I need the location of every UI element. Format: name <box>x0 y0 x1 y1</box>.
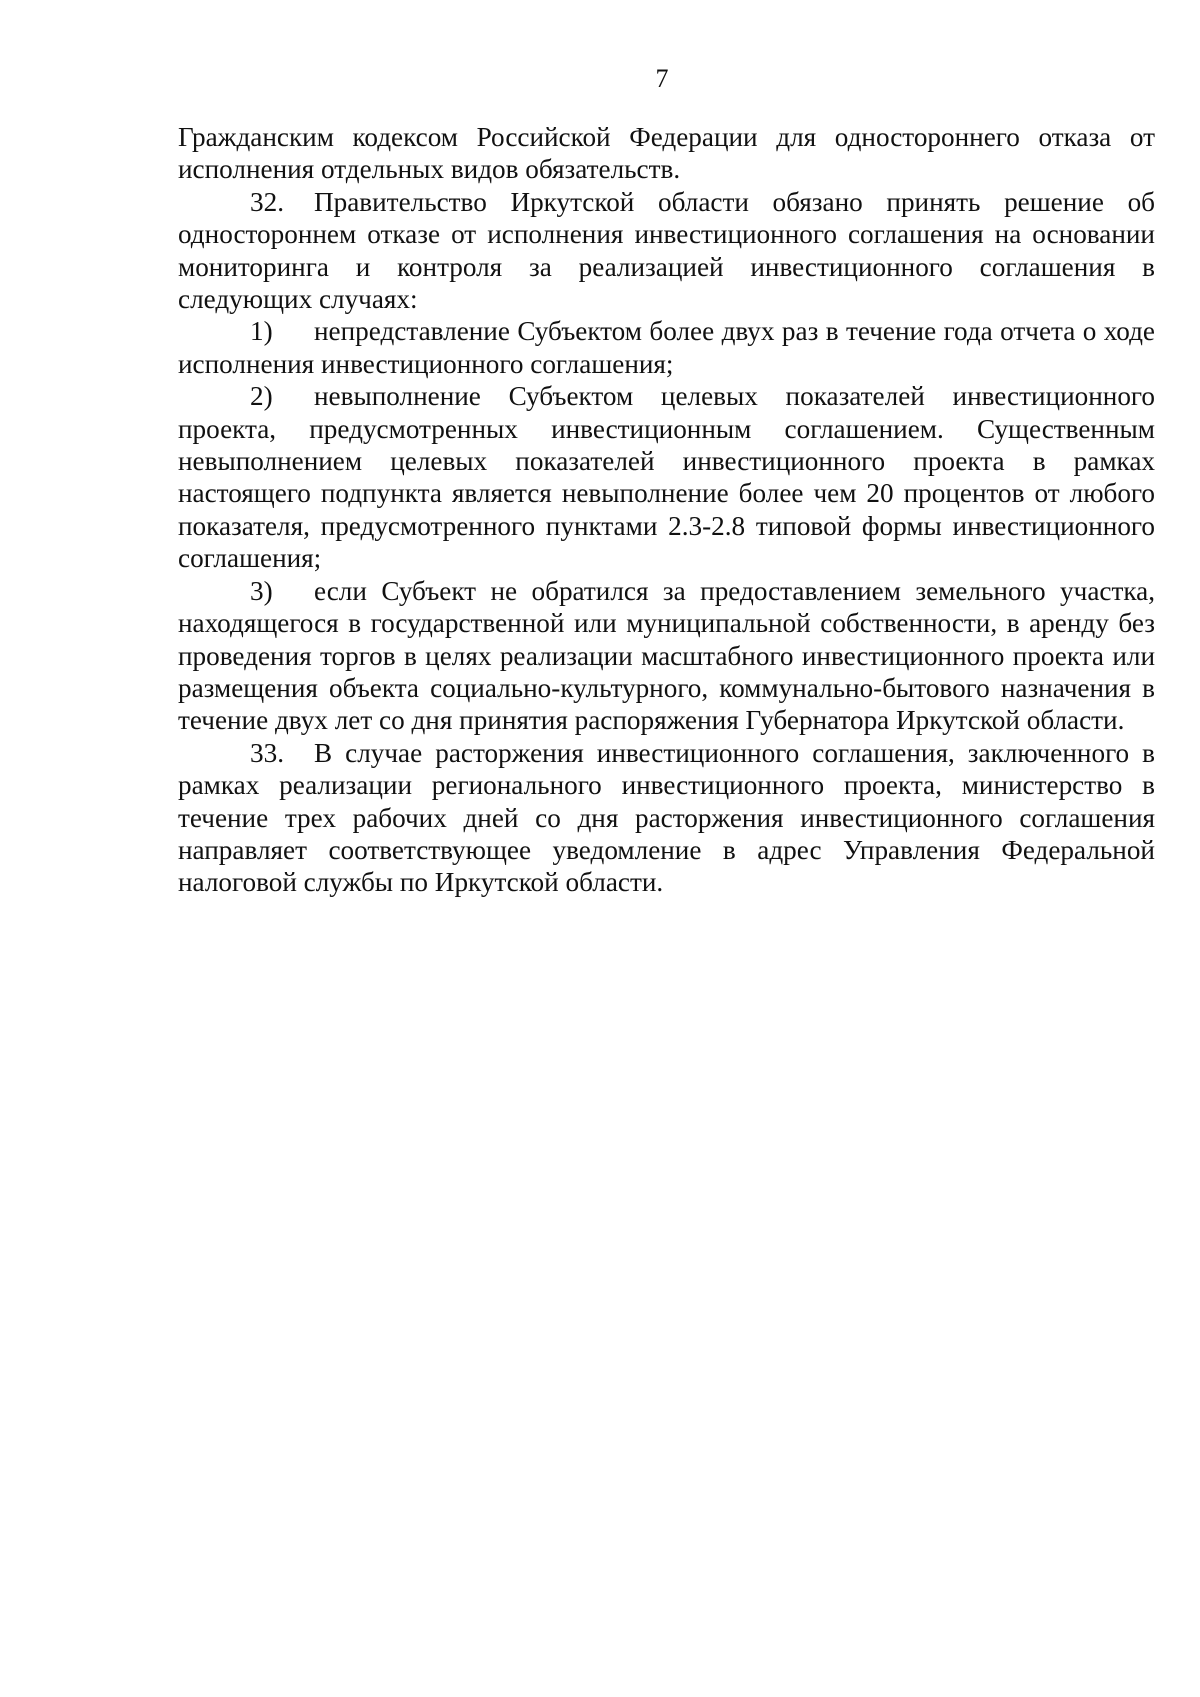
subitem-number: 3) <box>250 575 273 606</box>
paragraph-32 <box>178 186 1155 316</box>
subitem-2 <box>178 380 1155 574</box>
subitem-text: непредставление Субъектом более двух раз в течение года отчета о ходе исполнения инвестиционного соглашения; <box>178 316 1155 379</box>
paragraph-text: Правительство Иркутской области обязано принять решение об одностороннем отказе от исполнения инвестиционного соглашения на основании мониторинга и контроля за реализацией инвестиционного соглашения в следующих случаях: <box>178 186 1155 315</box>
subitem-text: если Субъект не обратился за предоставлением земельного участка, находящегося в государственной или муниципальной собственности, в аренду без проведения торгов в целях реализации масштабного инвестиционного проекта или размещения объекта социально-культурного, коммунально-бытового назначения в течение двух лет со дня принятия распоряжения Губернатора Иркутской области. <box>178 575 1155 736</box>
paragraph-text: В случае расторжения инвестиционного соглашения, заключенного в рамках реализации регионального инвестиционного проекта, министерство в течение трех рабочих дней со дня расторжения инвестиционного соглашения направляет соответствующее уведомление в адрес Управления Федеральной налоговой службы по Иркутской области. <box>178 737 1155 898</box>
subitem-number: 1) <box>250 316 273 347</box>
page-number: 7 <box>655 64 669 93</box>
paragraph-text: Гражданским кодексом Российской Федерации для одностороннего отказа от исполнения отдельных видов обязательств. <box>178 122 1155 185</box>
subitem-3 <box>178 575 1155 737</box>
subitem-text: невыполнение Субъектом целевых показателей инвестиционного проекта, предусмотренных инвестиционным соглашением. Существенным невыполнением целевых показателей инвестиционного проекта в рамках настоящего подпункта является невыполнение более чем 20 процентов от любого показателя, предусмотренного пунктами 2.3-2.8 типовой формы инвестиционного соглашения; <box>178 381 1155 574</box>
subitem-1 <box>178 315 1155 380</box>
paragraph-number: 33. <box>250 737 284 768</box>
paragraph-number: 32. <box>250 186 284 217</box>
paragraph-continuation <box>178 121 1155 186</box>
subitem-number: 2) <box>250 381 273 412</box>
document-body <box>178 121 1155 899</box>
paragraph-33 <box>178 737 1155 899</box>
